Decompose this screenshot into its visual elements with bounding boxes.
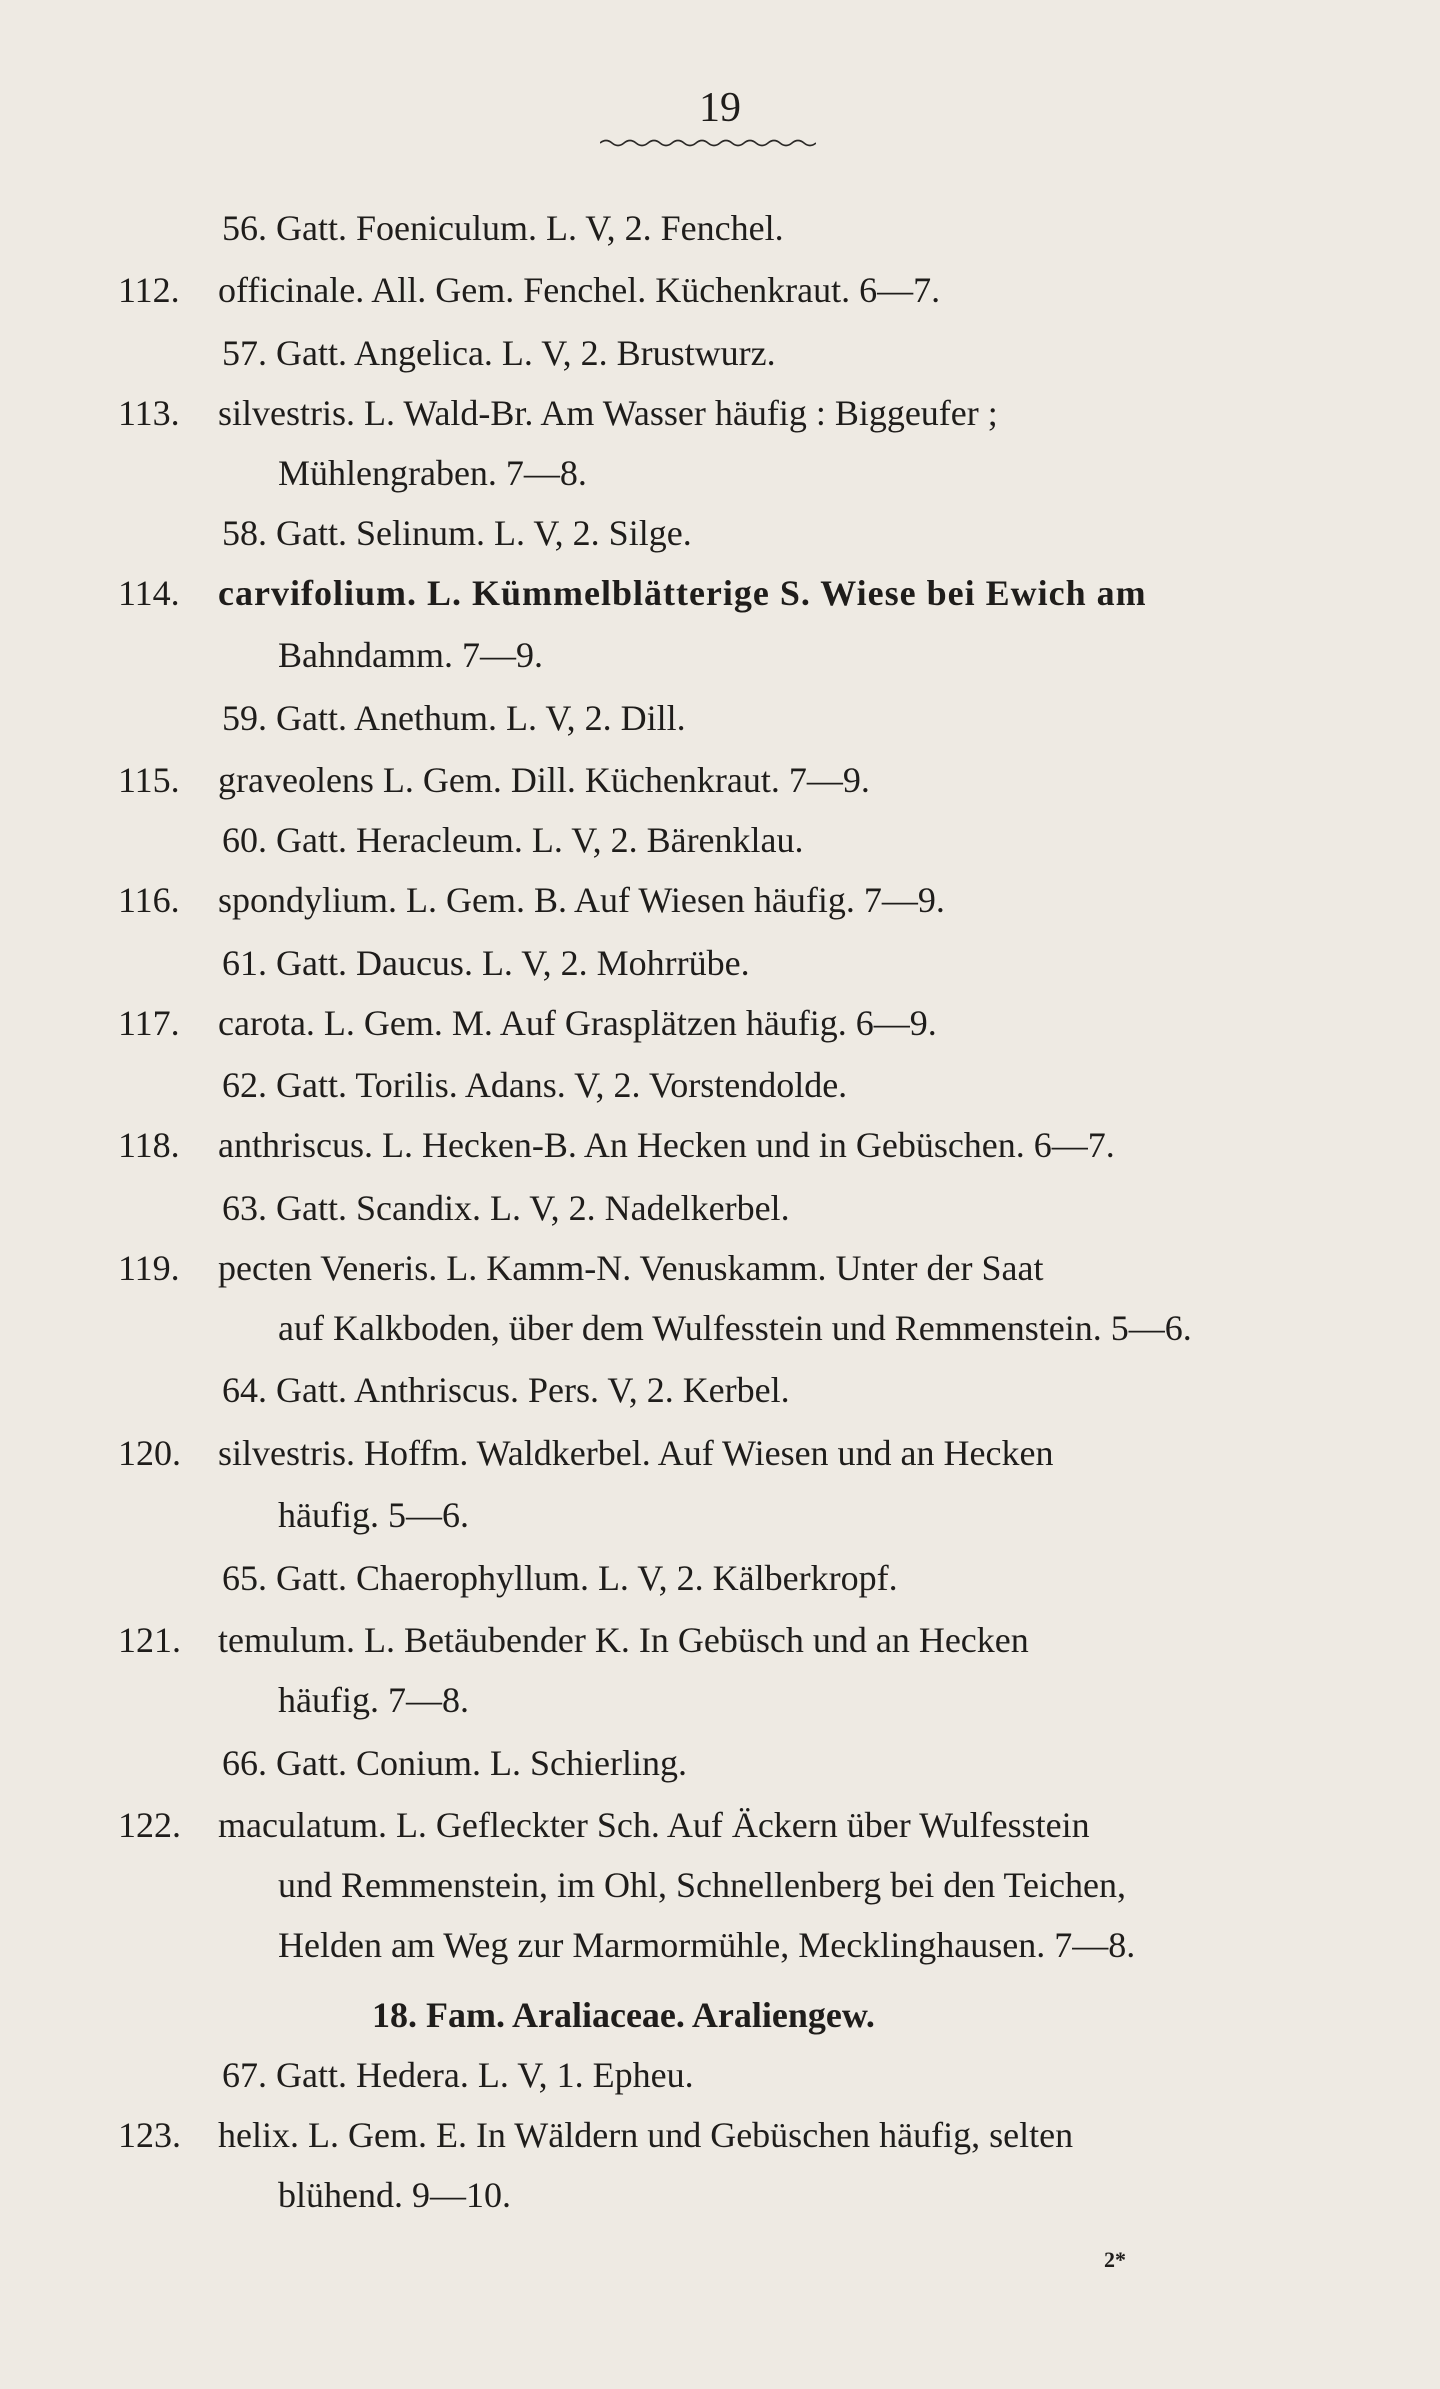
genus-heading: 57. Gatt. Angelica. L. V, 2. Brustwurz. (222, 333, 776, 373)
genus-heading: 63. Gatt. Scandix. L. V, 2. Nadelkerbel. (222, 1188, 790, 1228)
continuation-text: blühend. 9—10. (278, 2175, 511, 2215)
species-number: 120. (118, 1433, 181, 1473)
species-entry: carvifolium. L. Kümmelblätterige S. Wiese bei Ewich am (218, 573, 1147, 613)
continuation-text: Helden am Weg zur Marmormühle, Mecklinghausen. 7—8. (278, 1925, 1136, 1965)
species-entry: officinale. All. Gem. Fenchel. Küchenkraut. 6—7. (218, 270, 941, 310)
species-number: 113. (118, 393, 180, 433)
continuation-text: Mühlengraben. 7—8. (278, 453, 587, 493)
species-entry: silvestris. Hoffm. Waldkerbel. Auf Wiesen und an Hecken (218, 1433, 1054, 1473)
species-entry: helix. L. Gem. E. In Wäldern und Gebüschen häufig, selten (218, 2115, 1074, 2155)
continuation-text: häufig. 7—8. (278, 1680, 469, 1720)
species-number: 112. (118, 270, 180, 310)
species-entry: maculatum. L. Gefleckter Sch. Auf Äckern über Wulfesstein (218, 1805, 1090, 1845)
genus-heading: 62. Gatt. Torilis. Adans. V, 2. Vorstendolde. (222, 1065, 848, 1105)
species-number: 121. (118, 1620, 181, 1660)
species-number: 116. (118, 880, 180, 920)
species-entry: temulum. L. Betäubender K. In Gebüsch und an Hecken (218, 1620, 1029, 1660)
genus-heading: 67. Gatt. Hedera. L. V, 1. Epheu. (222, 2055, 694, 2095)
genus-heading: 59. Gatt. Anethum. L. V, 2. Dill. (222, 698, 686, 738)
genus-heading: 65. Gatt. Chaerophyllum. L. V, 2. Kälberkropf. (222, 1558, 898, 1598)
species-entry: spondylium. L. Gem. B. Auf Wiesen häufig. 7—9. (218, 880, 945, 920)
genus-heading: 58. Gatt. Selinum. L. V, 2. Silge. (222, 513, 692, 553)
continuation-text: und Remmenstein, im Ohl, Schnellenberg bei den Teichen, (278, 1865, 1126, 1905)
continuation-text: Bahndamm. 7—9. (278, 635, 543, 675)
genus-heading: 61. Gatt. Daucus. L. V, 2. Mohrrübe. (222, 943, 750, 983)
species-entry: graveolens L. Gem. Dill. Küchenkraut. 7—9. (218, 760, 870, 800)
species-number: 114. (118, 573, 180, 613)
continuation-text: häufig. 5—6. (278, 1495, 469, 1535)
species-number: 118. (118, 1125, 180, 1165)
species-number: 117. (118, 1003, 180, 1043)
species-number: 115. (118, 760, 180, 800)
printer-signature: 2* (1104, 2247, 1126, 2272)
species-entry: pecten Veneris. L. Kamm-N. Venuskamm. Unter der Saat (218, 1248, 1044, 1288)
species-entry: carota. L. Gem. M. Auf Grasplätzen häufig. 6—9. (218, 1003, 937, 1043)
species-number: 119. (118, 1248, 180, 1288)
species-number: 122. (118, 1805, 181, 1845)
genus-heading: 60. Gatt. Heracleum. L. V, 2. Bärenklau. (222, 820, 804, 860)
species-number: 123. (118, 2115, 181, 2155)
page-number: 19 (699, 85, 741, 131)
genus-heading: 64. Gatt. Anthriscus. Pers. V, 2. Kerbel. (222, 1370, 790, 1410)
decorative-rule (600, 138, 816, 148)
continuation-text: auf Kalkboden, über dem Wulfesstein und Remmenstein. 5—6. (278, 1308, 1192, 1348)
genus-heading: 56. Gatt. Foeniculum. L. V, 2. Fenchel. (222, 208, 784, 248)
species-entry: silvestris. L. Wald-Br. Am Wasser häufig : Biggeufer ; (218, 393, 998, 433)
genus-heading: 66. Gatt. Conium. L. Schierling. (222, 1743, 687, 1783)
family-heading: 18. Fam. Araliaceae. Araliengew. (372, 1995, 875, 2035)
species-entry: anthriscus. L. Hecken-B. An Hecken und in Gebüschen. 6—7. (218, 1125, 1115, 1165)
